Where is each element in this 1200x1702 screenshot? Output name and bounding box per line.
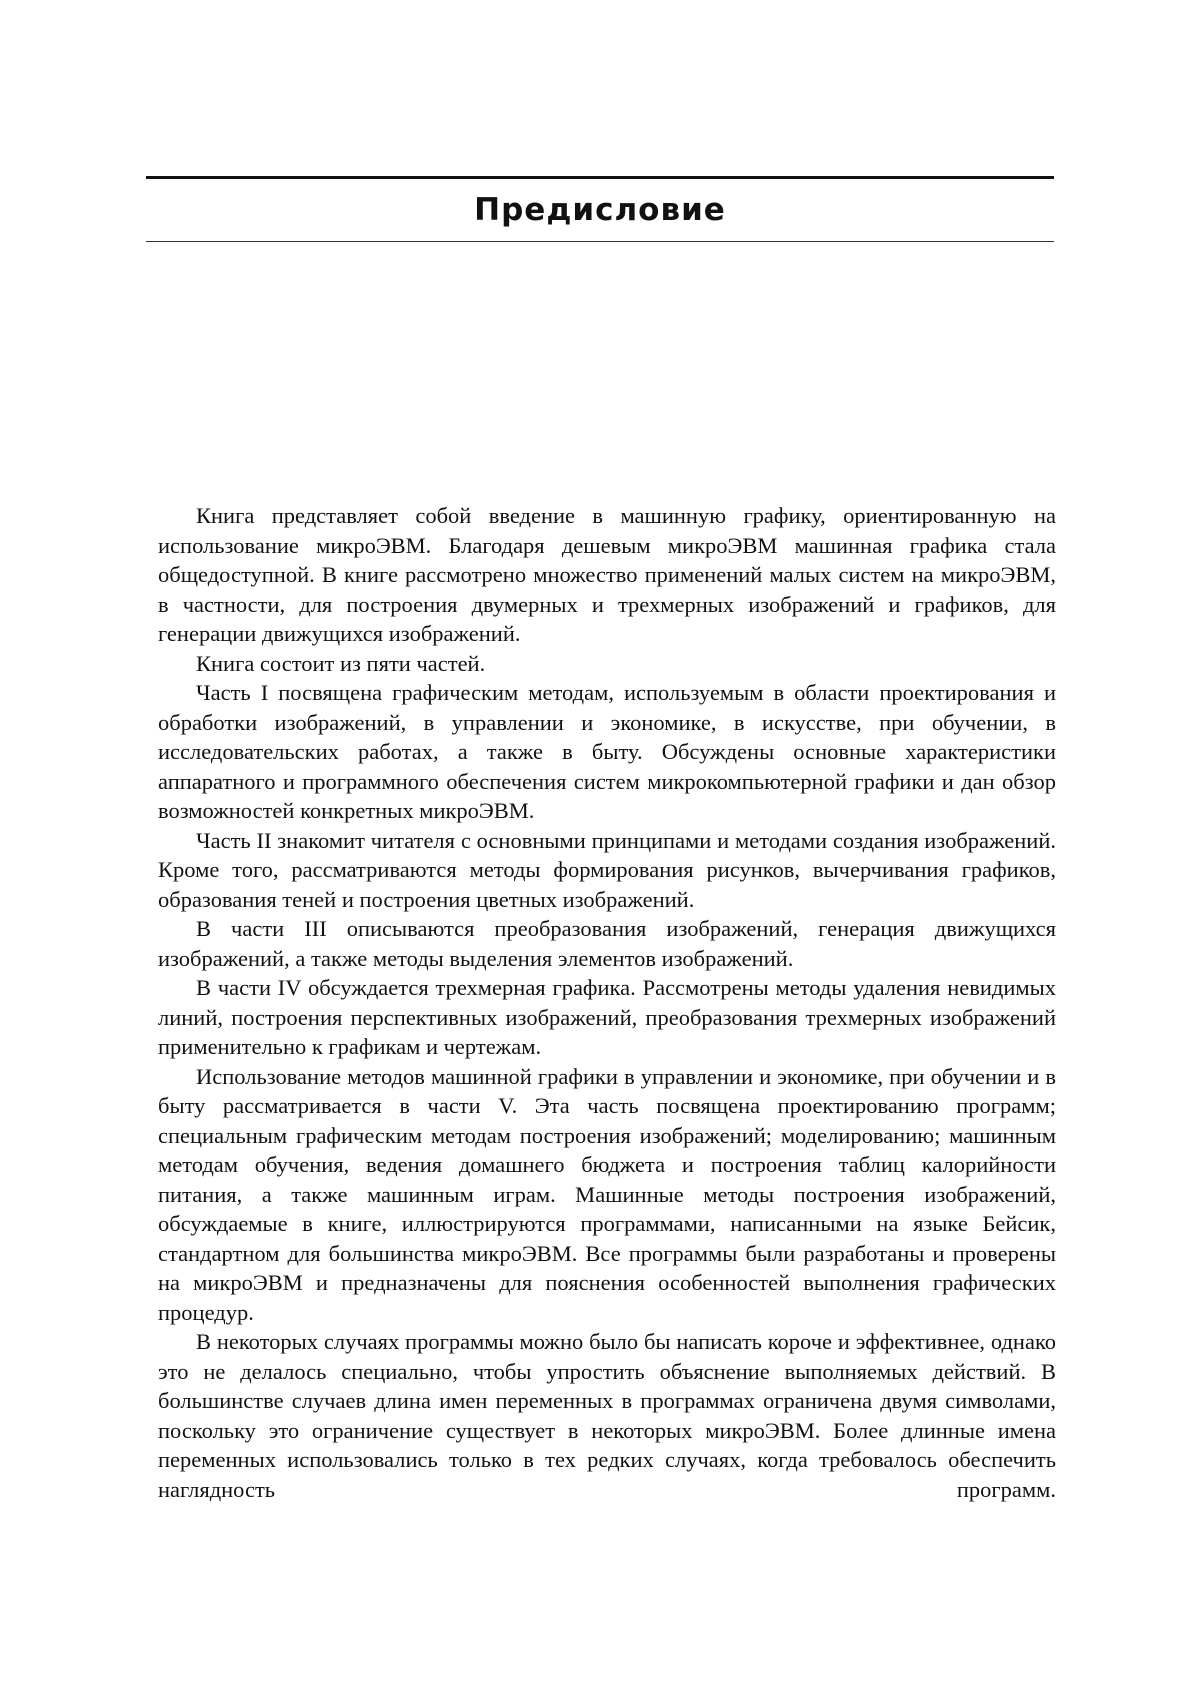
header-rule-bottom xyxy=(146,241,1054,242)
paragraph-programs: В некоторых случаях программы можно было бы написать короче и эффективнее, однако это не делалось специально, чтобы упростить объяснение выполняемых действий. В большинстве случаев длина имен переменных в программах ограничена двумя символами, поскольку это ограничение существует в некоторых микроЭВМ. Более длинные имена переменных использовались только в тех редких случаях, когда требовалось обеспечить наглядность программ. xyxy=(158,1329,1056,1502)
paragraph-part-2: Часть II знакомит читателя с основными принципами и методами создания изображений. Кроме того, рассматриваются методы формирования рисунков, вычерчивания графиков, образования теней и построения цветных изображений. xyxy=(158,827,1056,912)
paragraph-part-1: Часть I посвящена графическим методам, используемым в области проектирования и обработки изображений, в управлении и экономике, в искусстве, при обучении, в исследовательских работах, а также в быту. Обсуждены основные характеристики аппаратного и программного обеспечения систем микрокомпьютерной графики и дан обзор возможностей конкретных микроЭВМ. xyxy=(158,680,1056,823)
preface-text xyxy=(158,501,1056,1504)
paragraph-part-3: В части III описываются преобразования изображений, генерация движущихся изображений, а также методы выделения элементов изображений. xyxy=(158,916,1056,971)
paragraph-structure: Книга состоит из пяти частей. xyxy=(196,650,486,676)
paragraph-part-5: Использование методов машинной графики в управлении и экономике, при обучении и в быту рассматривается в части V. Эта часть посвящена проектированию программ; специальным графическим методам построения изображений; моделированию; машинным методам обучения, ведения домашнего бюджета и построения таблиц калорийности питания, а также машинным играм. Машинные методы построения изображений, обсуждаемые в книге, иллюстрируются программами, написанными на языке Бейсик, стандартном для большинства микроЭВМ. Все программы были разработаны и проверены на микроЭВМ и предназначены для пояснения особенностей выполнения графических процедур. xyxy=(158,1063,1056,1325)
paragraph-intro: Книга представляет собой введение в машинную графику, ориентированную на использование микроЭВМ. Благодаря дешевым микроЭВМ машинная графика стала общедоступной. В книге рассмотрено множество применений малых систем на микроЭВМ, в частности, для построения двумерных и трехмерных изображений и графиков, для генерации движущихся изображений. xyxy=(158,503,1056,646)
header-rule-top xyxy=(146,176,1054,179)
chapter-title: Предисловие xyxy=(474,192,726,228)
paragraph-part-4: В части IV обсуждается трехмерная графика. Рассмотрены методы удаления невидимых линий, построения перспективных изображений, преобразования трехмерных изображений применительно к графикам и чертежам. xyxy=(158,975,1056,1059)
